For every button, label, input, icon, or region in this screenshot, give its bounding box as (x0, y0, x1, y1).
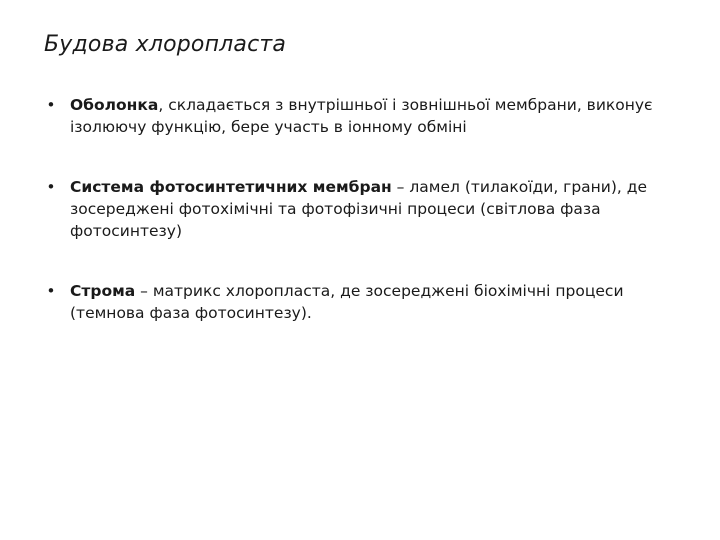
bullet-term: Оболонка (70, 96, 159, 114)
bullet-text: , складається з внутрішньої і зовнішньої мембрани, виконує ізолюючу функцію, бере участь в іонному обміні (70, 96, 653, 136)
bullet-text: – матрикс хлоропласта, де зосереджені біохімічні процеси (темнова фаза фотосинтезу). (70, 282, 624, 322)
bullet-text: – ламел (тилакоїди, грани), де зосереджені фотохімічні та фотофізичні процеси (світлова фаза фотосинтезу) (70, 178, 648, 240)
bullet-term: Строма (70, 282, 136, 300)
bullet-dot-icon: • (46, 178, 56, 196)
bullet-list (44, 94, 684, 324)
bullet-item-envelope (44, 94, 684, 138)
bullet-item-stroma (44, 280, 684, 324)
bullet-dot-icon: • (46, 96, 56, 114)
bullet-term: Система фотосинтетичних мембран (70, 178, 392, 196)
bullet-item-membrane-system (44, 176, 684, 242)
slide-title: Будова хлоропласта (44, 32, 287, 57)
bullet-dot-icon: • (46, 282, 56, 300)
